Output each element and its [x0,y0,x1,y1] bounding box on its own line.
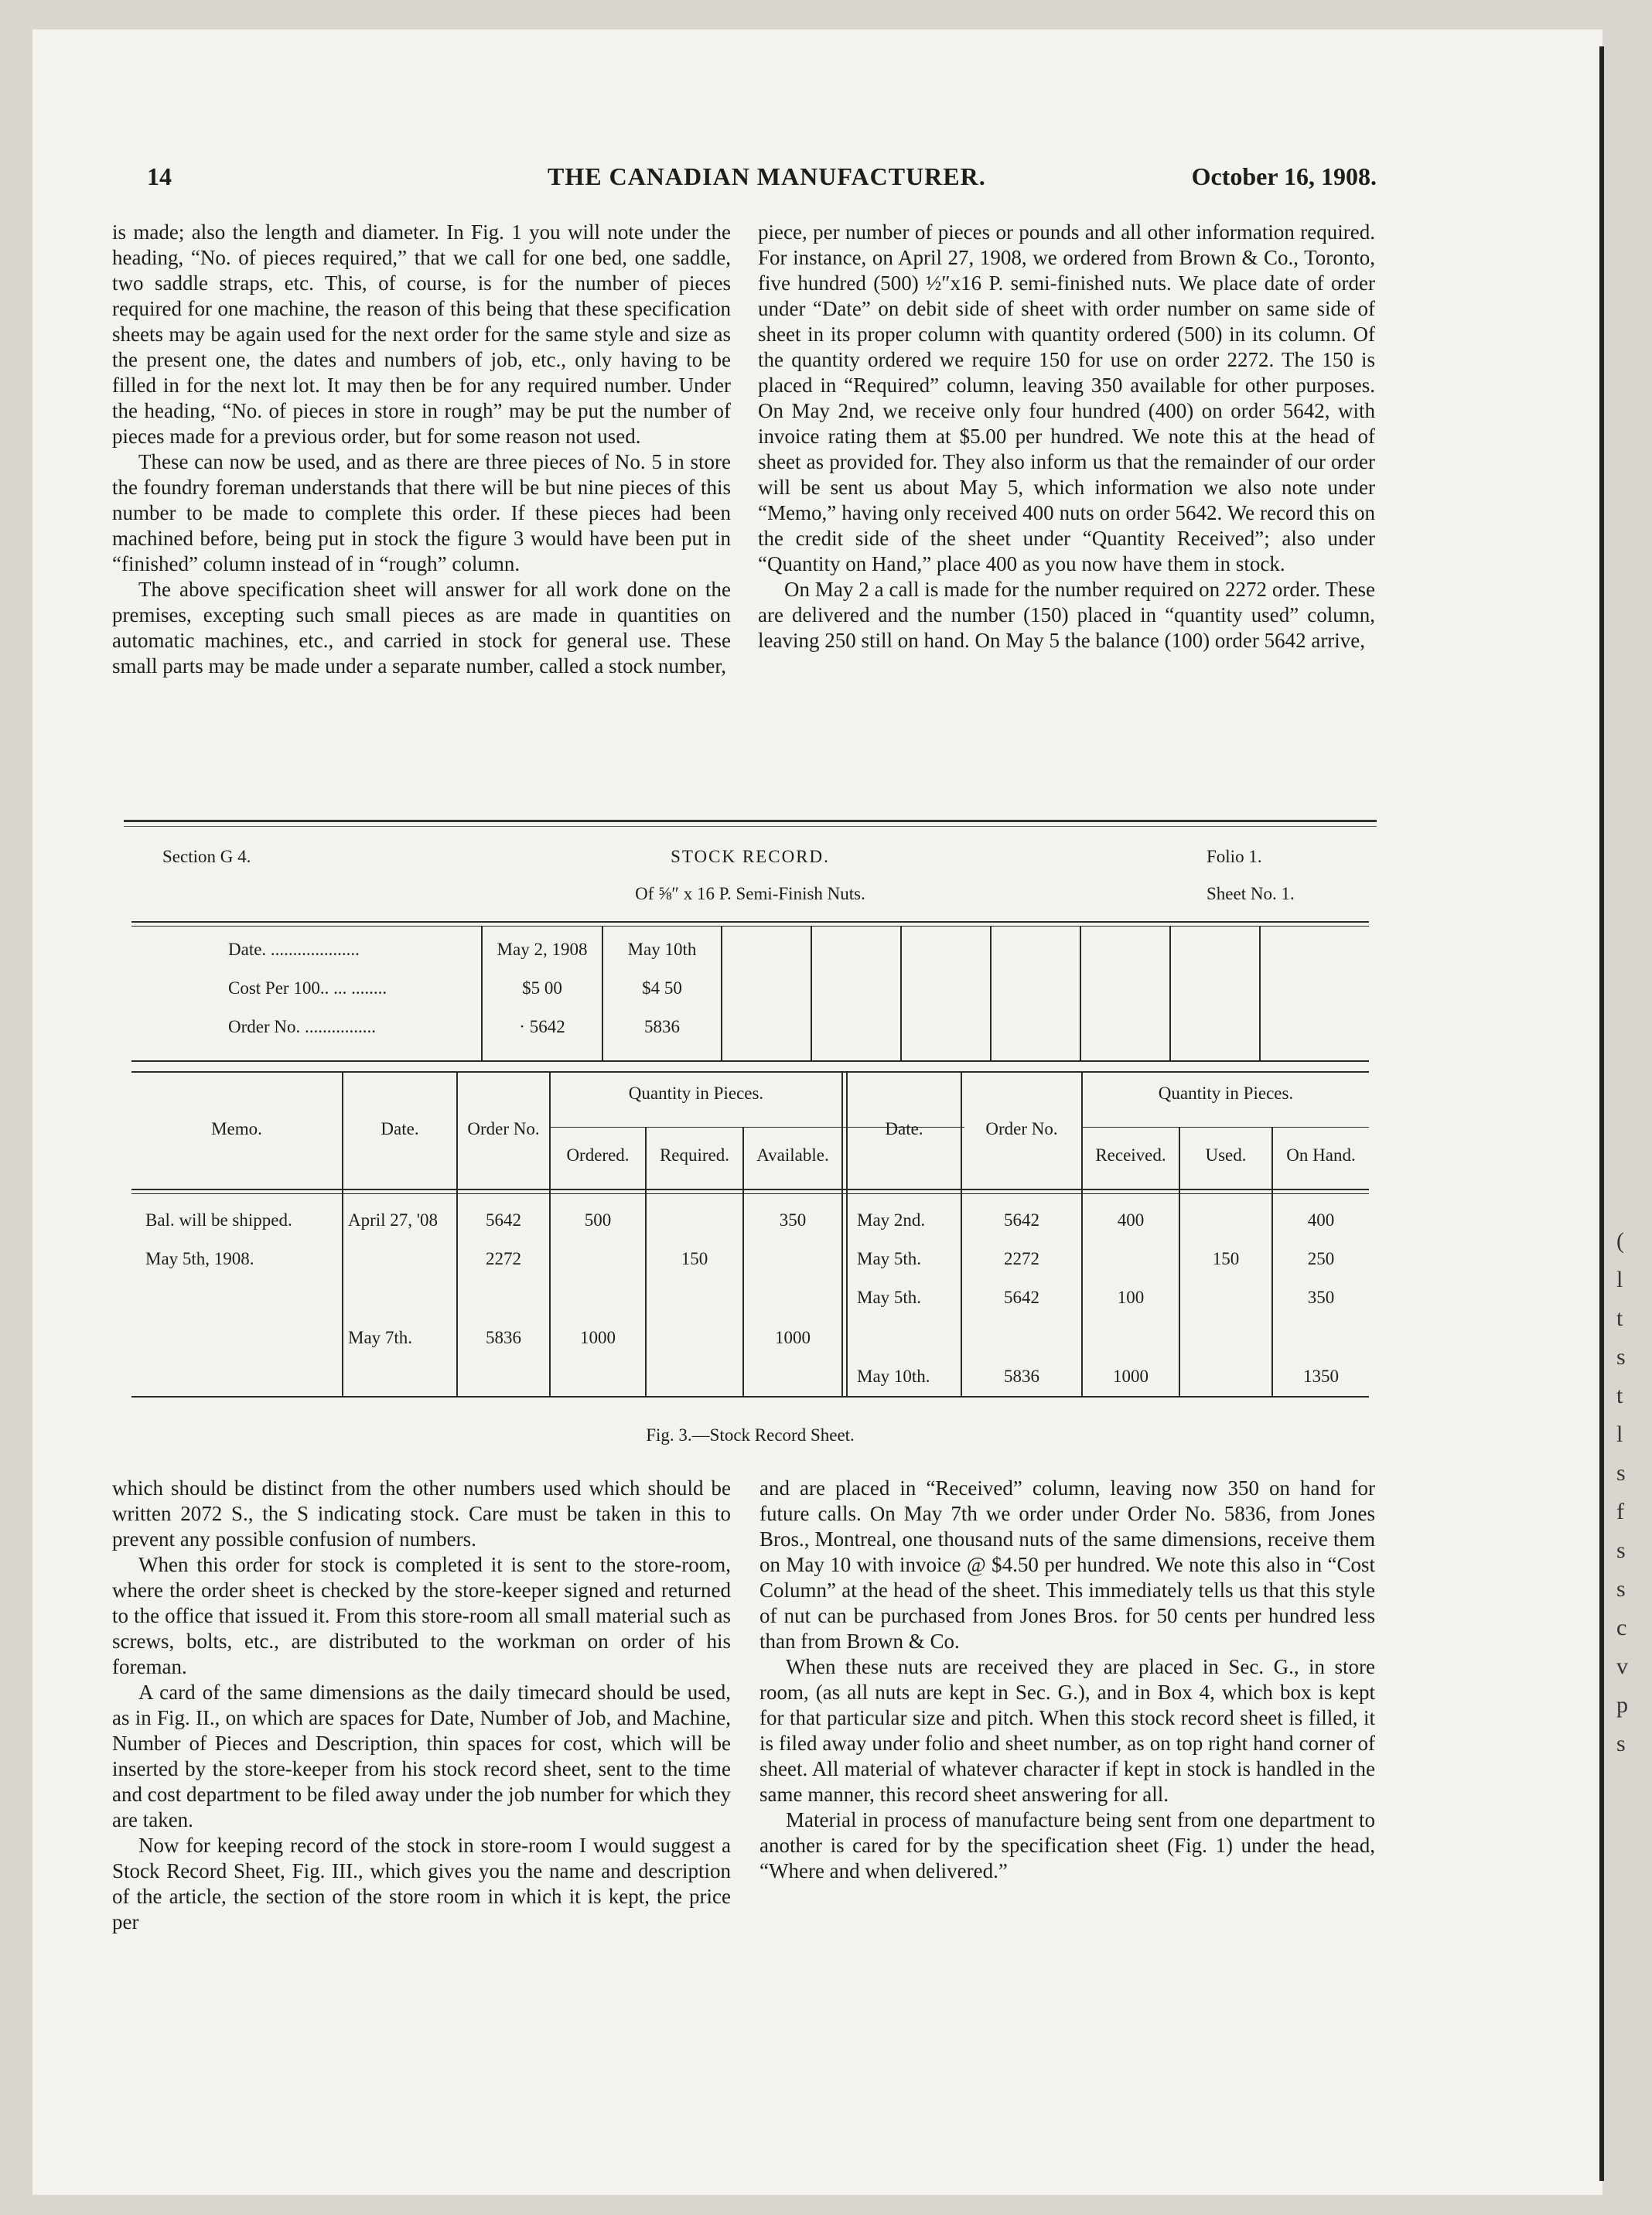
stock-record-figure [124,839,1377,1450]
debit-date: May 7th. [348,1328,413,1347]
neighbor-letter: s [1616,1731,1626,1756]
header-credit-date: Date. [885,1119,923,1138]
neighbor-letter: f [1616,1499,1624,1524]
paragraph: and are placed in “Received” column, leaving now 350 on hand for future calls. On May 7th we order under Order No. 5836, from Jones Bros., Montreal, one thousand nuts of the same dimensions, receive them on May 10 with invoice @ $4.50 per hundred. We note this also in “Cost Column” at the head of the sheet. This immediately tells us that this style of nut can be purchased from Jones Bros. for 50 cents per hundred less than from Brown & Co. [759,1476,1375,1653]
cost-cell: · 5642 [519,1017,565,1036]
paragraph: A card of the same dimensions as the daily timecard should be used, as in Fig. II., on which are spaces for Date, Number of Job, and Machine, Number of Pieces and Description, thin spaces for cost, which will be inserted by the store-keeper from his stock record sheet, sent to the time and cost department to be filed away under the job number for which they are taken. [112,1681,731,1831]
debit-ordered: 500 [584,1210,612,1230]
credit-received: 400 [1117,1210,1145,1230]
credit-date: May 2nd. [857,1210,926,1230]
debit-available: 1000 [775,1328,811,1347]
neighbor-letter: s [1616,1538,1626,1563]
debit-ordered: 1000 [580,1328,616,1347]
left-column-bottom [112,1476,731,1935]
header-received: Received. [1095,1145,1166,1165]
cost-cell: $5 00 [522,978,562,998]
paragraph: The above specification sheet will answer for all work done on the premises, excepting such small pieces as are made in quantities on automatic machines, etc., and carried in stock for general use. These small parts may be made under a separate number, called a stock number, [112,578,731,677]
left-column-top [112,220,731,679]
issue-date: October 16, 1908. [1191,162,1377,190]
credit-date: May 5th. [857,1249,922,1268]
paragraph: When these nuts are received they are placed in Sec. G., in store room, (as all nuts are kept in Sec. G.), and in Box 4, which box is kept for that particular size and pitch. When this stock record sheet is filled, it is filed away under folio and sheet number, as on top right hand corner of sheet. All material of whatever character if kept in stock is handled in the same manner, this record sheet answering for all. [759,1655,1375,1806]
neighbor-letter: v [1616,1654,1628,1679]
page-header [114,162,1377,201]
divider-rule [124,820,1377,822]
debit-order: 2272 [486,1249,521,1268]
neighbor-letter: p [1616,1692,1628,1718]
neighbor-letter: s [1616,1344,1626,1370]
section-label: Section G 4. [162,847,251,866]
neighbor-letter: s [1616,1460,1626,1486]
credit-order: 5642 [1004,1288,1039,1307]
credit-date: May 5th. [857,1288,922,1307]
neighbor-letter: t [1616,1305,1623,1331]
cost-cell: 5836 [644,1017,680,1036]
header-credit-quantity: Quantity in Pieces. [1158,1084,1294,1103]
paragraph: These can now be used, and as there are three pieces of No. 5 in store the foundry foreman understands that there will be but nine pieces of this number to be made to complete this order. If these pieces had been machined before, being put in stock the figure 3 would have been put in “finished” column instead of in “rough” column. [112,450,731,575]
debit-date: April 27, '08 [348,1210,438,1230]
debit-available: 350 [779,1210,807,1230]
paragraph: is made; also the length and diameter. In Fig. 1 you will note under the heading, “No. of pieces required,” that we call for one bed, one saddle, two saddle straps, etc. This, of course, is for the number of pieces required for one machine, the reason of this being that these specification sheets may be again used for the next order for the same style and size as the present one, the dates and numbers of job, etc., only having to be filled in for the next lot. It may then be for any required number. Under the heading, “No. of pieces in store in rough” may be put the number of pieces made for a previous order, but for some reason not used. [112,220,731,448]
neighbor-letter: t [1616,1383,1623,1408]
neighbor-letter: l [1616,1267,1623,1292]
divider-rule [124,826,1377,827]
neighbor-letter: l [1616,1421,1623,1447]
cost-label-order: Order No. ................ [228,1017,376,1036]
memo-line: May 5th, 1908. [145,1249,254,1268]
paragraph: When this order for stock is completed it is sent to the store-room, where the order sheet is checked by the store-keeper signed and returned to the office that issued it. From this store-room all small material such as screws, bolts, etc., are distributed to the workman on order of his foreman. [112,1553,731,1678]
cost-cell: May 10th [627,940,697,959]
cost-label-cost: Cost Per 100.. ... ........ [228,978,387,998]
credit-used: 150 [1212,1249,1240,1268]
page-number: 14 [147,162,172,190]
debit-required: 150 [681,1249,708,1268]
figure-title: STOCK RECORD. [671,847,830,866]
paragraph: which should be distinct from the other numbers used which should be written 2072 S., the S indicating stock. Care must be taken in this to prevent any possible confusion of numbers. [112,1476,731,1551]
header-memo: Memo. [211,1119,262,1138]
figure-caption: Fig. 3.—Stock Record Sheet. [646,1425,855,1445]
paragraph: Now for keeping record of the stock in store-room I would suggest a Stock Record Sheet, Fig. III., which gives you the name and description of the article, the section of the store room in which it is kept, the price per [112,1834,731,1933]
credit-on-hand: 400 [1307,1210,1335,1230]
debit-order: 5836 [486,1328,521,1347]
neighbor-letter: c [1616,1615,1627,1640]
credit-order: 5836 [1004,1367,1039,1386]
folio-label: Folio 1. [1207,847,1262,866]
neighbor-page-fragment [1616,1222,1647,1763]
credit-received: 1000 [1113,1367,1149,1386]
paragraph: On May 2 a call is made for the number required on 2272 order. These are delivered and the number (150) placed in “quantity used” column, leaving 250 still on hand. On May 5 the balance (100) order 5642 arrive, [758,578,1375,652]
header-available: Available. [756,1145,829,1165]
memo-line: Bal. will be shipped. [145,1210,292,1230]
right-column-top [758,220,1375,654]
credit-on-hand: 350 [1307,1288,1335,1307]
header-order-no: Order No. [467,1119,540,1138]
credit-date: May 10th. [857,1367,930,1386]
header-on-hand: On Hand. [1286,1145,1356,1165]
credit-on-hand: 250 [1307,1249,1335,1268]
credit-on-hand: 1350 [1303,1367,1339,1386]
credit-order: 2272 [1004,1249,1039,1268]
debit-order: 5642 [486,1210,521,1230]
journal-title: THE CANADIAN MANUFACTURER. [548,162,986,190]
header-date: Date. [381,1119,419,1138]
sheet-label: Sheet No. 1. [1207,884,1295,903]
cost-cell: $4 50 [642,978,682,998]
header-used: Used. [1205,1145,1247,1165]
header-required: Required. [659,1145,730,1165]
credit-received: 100 [1117,1288,1145,1307]
header-quantity: Quantity in Pieces. [628,1084,764,1103]
cost-label-date: Date. .................... [228,940,360,959]
right-column-bottom [759,1476,1375,1884]
header-credit-order-no: Order No. [985,1119,1058,1138]
paragraph: Material in process of manufacture being sent from one department to another is cared for by the specification sheet (Fig. 1) under the head, “Where and when delivered.” [759,1808,1375,1882]
figure-subtitle: Of ⅝″ x 16 P. Semi-Finish Nuts. [635,884,865,903]
cost-cell: May 2, 1908 [497,940,588,959]
neighbor-letter: s [1616,1576,1626,1602]
header-ordered: Ordered. [566,1145,630,1165]
page-edge [1599,46,1604,2181]
credit-order: 5642 [1004,1210,1039,1230]
neighbor-letter: ( [1616,1228,1624,1254]
paragraph: piece, per number of pieces or pounds and all other information required. For instance, on April 27, 1908, we ordered from Brown & Co., Toronto, five hundred (500) ½″x16 P. semi-finished nuts. We place date of order under “Date” on debit side of sheet with order number on same side of sheet in its proper column with quantity ordered (500) in its column. Of the quantity ordered we require 150 for use on order 2272. The 150 is placed in “Required” column, leaving 350 available for other purposes. On May 2nd, we receive only four hundred (400) on order 5642, with invoice rating them at $5.00 per hundred. We note this at the head of sheet as provided for. They also inform us that the remainder of our order will be sent us about May 5, which information we also note under “Memo,” having only received 400 nuts on order 5642. We record this on the credit side of the sheet under “Quantity Received”; also under “Quantity on Hand,” place 400 as you now have them in stock. [758,220,1375,575]
